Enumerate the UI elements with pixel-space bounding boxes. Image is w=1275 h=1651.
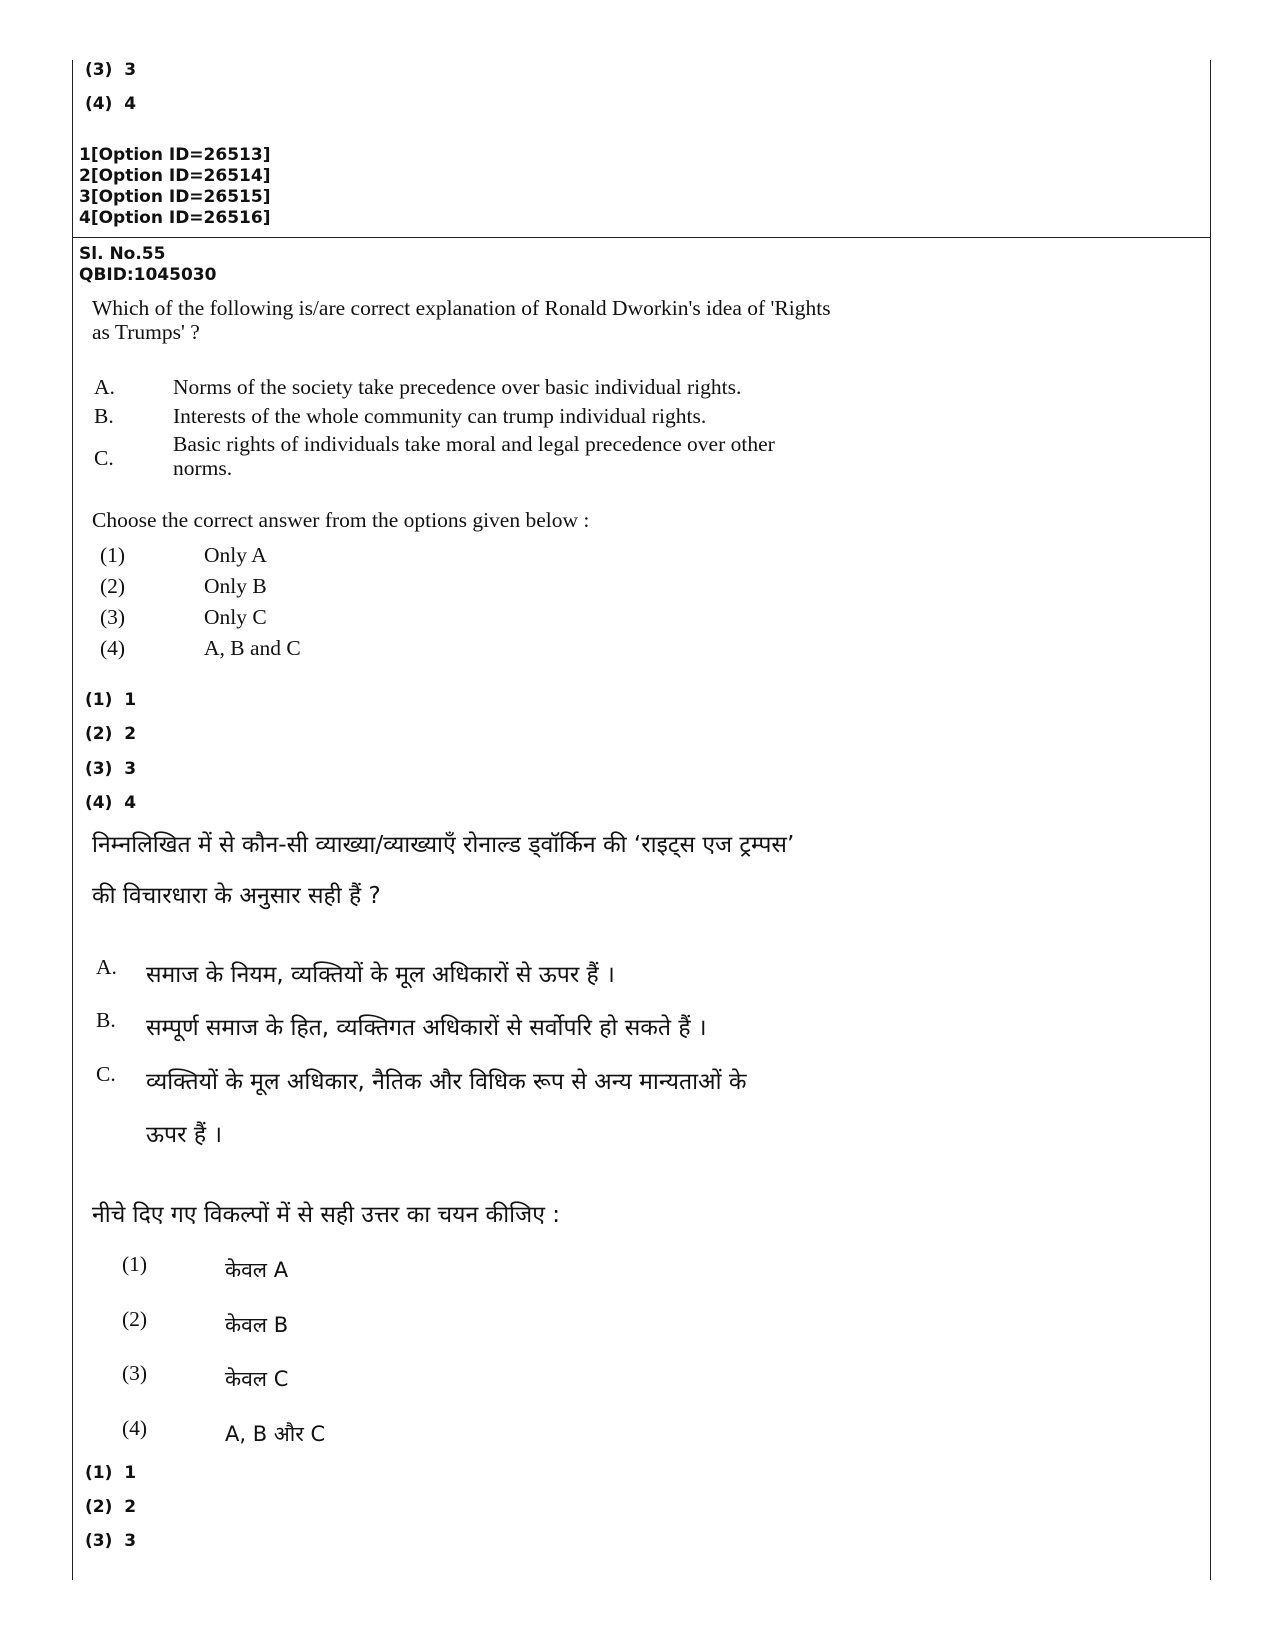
question-stem-line: Which of the following is/are correct explanation of Ronald Dworkin's idea of 'Rights	[92, 296, 831, 320]
statement-label: C.	[96, 1062, 116, 1086]
statement-text: Interests of the whole community can trump individual rights.	[173, 404, 707, 428]
section-divider	[72, 237, 1211, 238]
question-stem-line: निम्नलिखित में से कौन-सी व्याख्या/व्याख्याएँ रोनाल्ड ड्वॉर्किन की ‘राइट्स एज ट्रम्पस’	[92, 832, 795, 858]
option-id: 4[Option ID=26516]	[79, 208, 271, 228]
statement-text: ऊपर हैं ।	[146, 1122, 223, 1148]
option-number: (1)	[122, 1252, 148, 1276]
answer-row: (2) 2	[85, 1497, 137, 1517]
answer-row: (3) 3	[85, 1531, 137, 1551]
statement-label: A.	[96, 955, 117, 979]
answer-row: (4) 4	[85, 94, 137, 114]
statement-label: A.	[94, 375, 115, 399]
option-text: A, B and C	[204, 636, 301, 660]
option-text: Only A	[204, 543, 267, 567]
statement-label: C.	[94, 446, 114, 470]
option-number: (2)	[100, 574, 126, 598]
answer-row: (3) 3	[85, 60, 137, 80]
qbid: QBID:1045030	[79, 265, 217, 285]
answer-row: (1) 1	[85, 690, 137, 710]
answer-row: (3) 3	[85, 759, 137, 779]
option-text: Only B	[204, 574, 267, 598]
left-border	[72, 60, 73, 1580]
statement-text: समाज के नियम, व्यक्तियों के मूल अधिकारों से ऊपर हैं ।	[146, 962, 615, 988]
statement-text: व्यक्तियों के मूल अधिकार, नैतिक और विधिक रूप से अन्य मान्यताओं के	[146, 1069, 747, 1095]
statement-text: norms.	[173, 456, 233, 480]
option-number: (1)	[100, 543, 126, 567]
right-border	[1210, 60, 1211, 1580]
option-text: केवल C	[225, 1367, 289, 1391]
answer-row: (2) 2	[85, 724, 137, 744]
answer-row: (1) 1	[85, 1463, 137, 1483]
option-id: 3[Option ID=26515]	[79, 187, 271, 207]
option-id: 2[Option ID=26514]	[79, 166, 271, 186]
answer-row: (4) 4	[85, 793, 137, 813]
statement-text: Norms of the society take precedence over basic individual rights.	[173, 375, 742, 399]
option-id-list	[79, 145, 270, 229]
option-text: केवल A	[225, 1258, 289, 1282]
option-number: (3)	[100, 605, 126, 629]
option-text: Only C	[204, 605, 267, 629]
question-header	[79, 244, 216, 286]
serial-number: Sl. No.55	[79, 244, 166, 264]
statement-text: सम्पूर्ण समाज के हित, व्यक्तिगत अधिकारों से सर्वोपरि हो सकते हैं ।	[146, 1015, 707, 1041]
statement-text: Basic rights of individuals take moral and legal precedence over other	[173, 432, 775, 456]
option-number: (4)	[122, 1416, 148, 1440]
option-text: केवल B	[225, 1313, 289, 1337]
question-stem-line: as Trumps' ?	[92, 320, 200, 344]
statement-label: B.	[96, 1008, 116, 1032]
option-text: A, B और C	[225, 1422, 326, 1446]
option-number: (2)	[122, 1307, 148, 1331]
question-stem-line: की विचारधारा के अनुसार सही हैं ?	[92, 883, 381, 909]
option-id: 1[Option ID=26513]	[79, 145, 271, 165]
statement-label: B.	[94, 404, 114, 428]
option-number: (4)	[100, 636, 126, 660]
choose-instruction: Choose the correct answer from the options given below :	[92, 508, 590, 532]
option-number: (3)	[122, 1361, 148, 1385]
choose-instruction: नीचे दिए गए विकल्पों में से सही उत्तर का चयन कीजिए :	[92, 1202, 560, 1228]
